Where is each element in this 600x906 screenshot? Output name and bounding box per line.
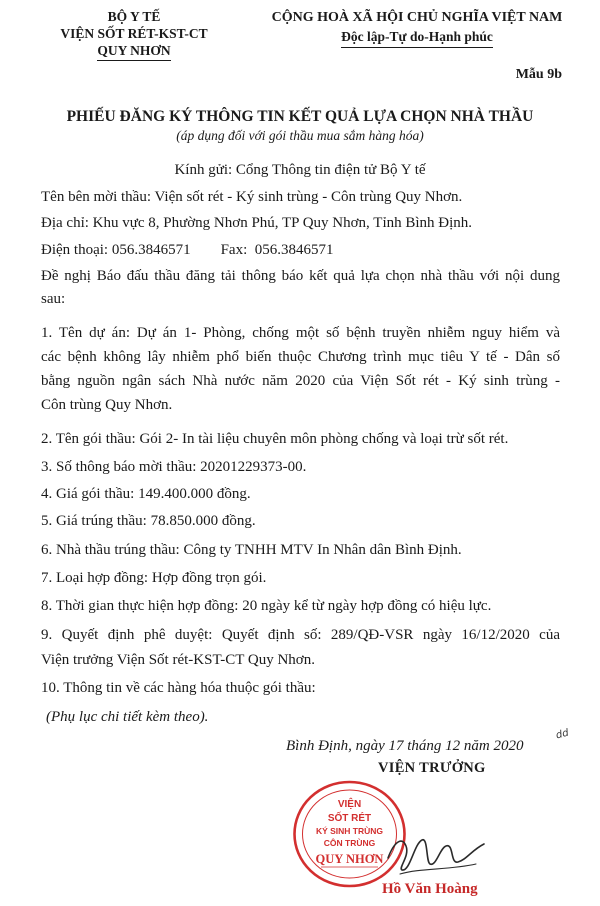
- item-10-line: 10. Thông tin về các hàng hóa thuộc gói thầu:: [41, 680, 316, 696]
- item-4-line: 4. Giá gói thầu: 149.400.000 đồng.: [41, 486, 251, 502]
- institute-name: VIỆN SỐT RÉT-KST-CT: [60, 26, 208, 41]
- document-subtitle: (áp dụng đối với gói thầu mua sắm hàng hóa): [176, 128, 424, 143]
- item-9-line-1: 9. Quyết định phê duyệt: Quyết định số: 289/QĐ-VSR ngày 16/12/2020 của: [41, 627, 560, 643]
- item-8-line: 8. Thời gian thực hiện hợp đồng: 20 ngày kể từ ngày hợp đồng có hiệu lực.: [41, 598, 492, 614]
- signer-position: VIỆN TRƯỞNG: [378, 760, 486, 776]
- address-line: Địa chỉ: Khu vực 8, Phường Nhơn Phú, TP Quy Nhơn, Tỉnh Bình Định.: [41, 215, 473, 231]
- item-9-line-2: Viện trưởng Viện Sốt rét-KST-CT Quy Nhơn.: [41, 652, 315, 668]
- phone-fax-line: Điện thoại: 056.3846571 Fax: 056.3846571: [41, 242, 334, 258]
- handwritten-signature: [380, 824, 490, 880]
- document-title: PHIẾU ĐĂNG KÝ THÔNG TIN KẾT QUẢ LỰA CHỌN NHÀ THẦU: [66, 108, 534, 125]
- recipient-line: Kính gửi: Cổng Thông tin điện tử Bộ Y tế: [174, 162, 426, 178]
- institute-city: QUY NHƠN: [97, 42, 170, 61]
- signature-stroke-tail: [400, 864, 476, 874]
- item-1-line-4: Côn trùng Quy Nhơn.: [41, 397, 173, 413]
- initials-mark: dd: [554, 727, 570, 742]
- inviting-party-line: Tên bên mời thầu: Viện sốt rét - Ký sinh trùng - Côn trùng Quy Nhơn.: [41, 189, 463, 205]
- national-header: [240, 8, 594, 48]
- issuer-header: [34, 8, 234, 61]
- seal-text-1: VIỆN: [337, 799, 362, 810]
- place-date: Bình Định, ngày 17 tháng 12 năm 2020: [286, 738, 524, 754]
- item-5-line: 5. Giá trúng thầu: 78.850.000 đồng.: [41, 513, 256, 529]
- ministry-name: BỘ Y TẾ: [107, 9, 161, 24]
- seal-text-5: QUY NHƠN: [315, 852, 384, 866]
- item-6-line: 6. Nhà thầu trúng thầu: Công ty TNHH MTV In Nhân dân Bình Định.: [41, 542, 462, 558]
- appendix-note: (Phụ lục chi tiết kèm theo).: [46, 709, 209, 725]
- signer-name: Hồ Văn Hoàng: [382, 881, 478, 897]
- form-number: Mẫu 9b: [515, 67, 562, 82]
- national-motto: Độc lập-Tự do-Hạnh phúc: [341, 27, 493, 48]
- seal-text-4: CÔN TRÙNG: [323, 838, 376, 848]
- seal-text-3: KÝ SINH TRÙNG: [315, 826, 384, 836]
- item-7-line: 7. Loại hợp đồng: Hợp đồng trọn gói.: [41, 570, 267, 586]
- item-3-line: 3. Số thông báo mời thầu: 20201229373-00.: [41, 459, 307, 475]
- item-1-line-3: bằng nguồn ngân sách Nhà nước năm 2020 của Viện Sốt rét - Ký sinh trùng -: [41, 373, 560, 389]
- item-1-line-1: 1. Tên dự án: Dự án 1- Phòng, chống một số bệnh truyền nhiễm nguy hiểm và: [41, 325, 560, 341]
- request-line: Đề nghị Báo đấu thầu đăng tải thông báo kết quả lựa chọn nhà thầu với nội dung: [41, 268, 560, 284]
- item-2-line: 2. Tên gói thầu: Gói 2- In tài liệu chuyên môn phòng chống và loại trừ sốt rét.: [41, 431, 509, 447]
- item-1-line-2: các bệnh không lây nhiễm phổ biến thuộc Chương trình mục tiêu Y tế - Dân số: [41, 349, 560, 365]
- nation-title: CỘNG HOÀ XÃ HỘI CHỦ NGHĨA VIỆT NAM: [271, 10, 563, 25]
- seal-text-2: SỐT RÉT: [327, 813, 372, 824]
- request-line-cont: sau:: [41, 291, 66, 307]
